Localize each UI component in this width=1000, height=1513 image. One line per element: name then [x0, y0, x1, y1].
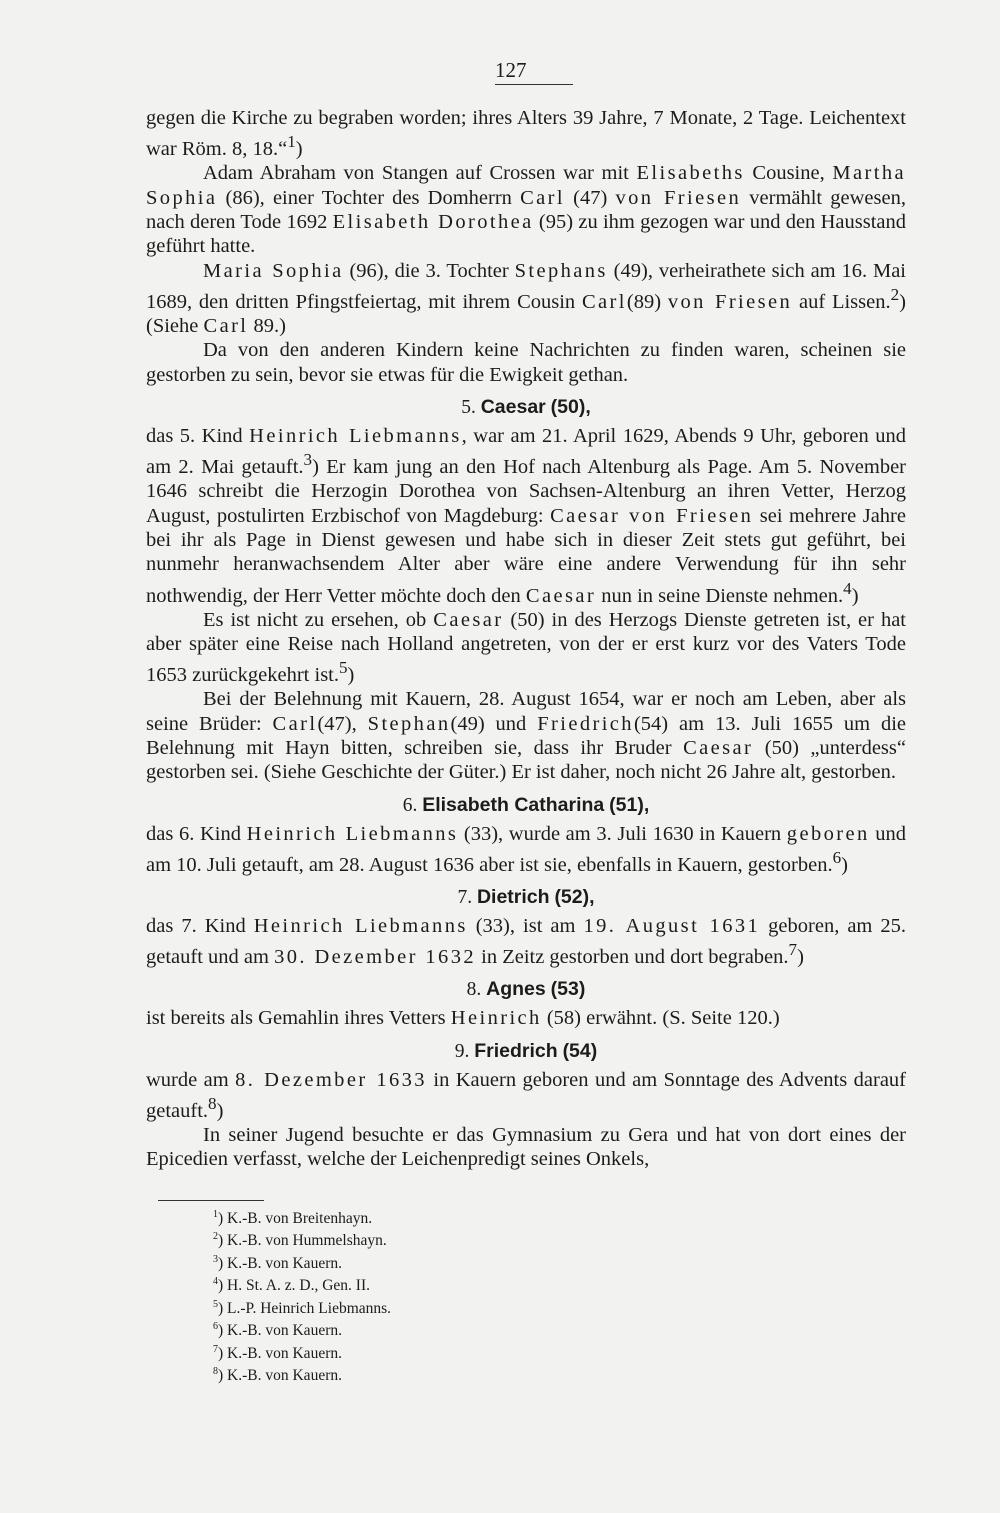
footnote-number: 8 [213, 1366, 218, 1378]
footnote-paren: ) [218, 1210, 228, 1228]
footnote-marker: 5 [339, 658, 348, 678]
section-number: 9. [454, 1040, 470, 1062]
footnote-separator [158, 1200, 264, 1201]
text-segment: nun in seine Dienste nehmen. [596, 584, 844, 607]
footnote-marker: 2 [890, 284, 900, 304]
text-segment: das 5. Kind [146, 424, 250, 447]
paragraph [146, 161, 906, 258]
text-segment: 30. Dezember 1632 [274, 946, 476, 969]
footnote [213, 1341, 613, 1363]
text-segment: Elisabeth Dorothea [332, 211, 534, 234]
footnote-text: L.-P. Heinrich Liebmanns. [227, 1299, 392, 1317]
text-segment: (95) zu ihm gezogen war und den Hausstand geführt hatte. [146, 211, 906, 258]
text-segment: Da von den anderen Kindern keine Nachrichten zu finden waren, scheinen sie gestorben zu sein, bevor sie etwas für die Ewigkeit gethan. [146, 339, 906, 386]
footnote [213, 1251, 613, 1273]
footnote-paren: ) [218, 1344, 228, 1362]
text-segment: (33), wurde am 3. Juli 1630 in Kauern [458, 822, 787, 845]
section-number: 8. [466, 979, 482, 1001]
footnotes [213, 1206, 613, 1386]
text-segment: (50) in des Herzogs Dienste getreten ist, er hat aber später eine Reise nach Holland angetreten, von der er erst kurz vor des Vaters Tode 1653 zurückgekehrt ist. [146, 608, 906, 687]
text-segment: Elisabeths [636, 162, 745, 185]
footnote [213, 1296, 613, 1318]
text-segment: ) [797, 946, 804, 969]
text-segment: das 7. Kind [146, 914, 254, 937]
text-segment: (49) und [450, 712, 538, 735]
section-ref: (52), [554, 885, 595, 908]
section-name: Agnes [486, 978, 546, 1001]
footnote-number: 2 [213, 1231, 218, 1243]
text-segment: (47) [564, 186, 616, 209]
section-number: 7. [457, 886, 473, 908]
section-name: Dietrich [476, 885, 550, 908]
text-segment: Maria Sophia [203, 259, 344, 282]
footnote-text: K.-B. von Hummelshayn. [227, 1232, 387, 1250]
footnote-paren: ) [218, 1277, 228, 1295]
text-segment: 8. Dezember 1633 [235, 1068, 427, 1091]
text-segment: ) [347, 664, 355, 687]
paragraph [146, 687, 906, 784]
paragraph [146, 822, 906, 877]
text-segment: (96), die 3. Tochter [343, 259, 515, 282]
text-segment: gegen die Kirche zu begraben worden; ihres Alters 39 Jahre, 7 Monate, 2 Tage. Leichentext war Röm. 8, 18.“ [146, 107, 906, 161]
footnote-paren: ) [218, 1255, 228, 1273]
text-segment: Carl [203, 315, 249, 338]
text-segment: , war am 21. April 1629, Abends 9 Uhr, geboren und am 2. Mai getauft. [146, 424, 906, 479]
footnote-number: 7 [213, 1343, 218, 1355]
footnote [213, 1318, 613, 1340]
text-segment: in Kauern geboren und am Sonntage des Advents darauf getauft. [146, 1068, 907, 1122]
text-segment: (89) [626, 290, 668, 313]
footnote-number: 5 [213, 1298, 218, 1310]
text-segment: In seiner Jugend besuchte er das Gymnasium zu Gera und hat von dort eines der Epicedien verfasst, welche der Leichenpredigt seines Onkels, [146, 1124, 906, 1171]
text-segment: ) [841, 853, 848, 876]
text-segment: von Friesen [615, 186, 742, 209]
text-segment: (86), einer Tochter des Domherrn [217, 186, 521, 209]
footnote-text: K.-B. von Kauern. [227, 1255, 342, 1273]
text-segment: (33), ist am [467, 914, 584, 937]
text-segment: Adam Abraham von Stangen auf Crossen war mit [203, 162, 637, 185]
text-segment: 19. August 1631 [583, 914, 761, 937]
section-number: 6. [402, 794, 418, 816]
footnote-marker: 4 [843, 578, 852, 598]
footnote-marker: 3 [303, 450, 313, 470]
text-segment: Carl [581, 290, 627, 313]
text-segment: Caesar [525, 584, 597, 607]
text-segment: Stephans [514, 259, 608, 282]
section-ref: (51), [609, 793, 650, 816]
footnote-text: K.-B. von Kauern. [227, 1367, 342, 1385]
paragraph [146, 914, 906, 969]
text-segment: Caesar von Friesen [550, 504, 754, 527]
footnote [213, 1206, 613, 1228]
text-segment: (50) „unterdess“ gestorben sei. (Siehe Geschichte der Güter.) Er ist daher, noch nicht 26 Jahre alt, gestorben. [146, 736, 906, 784]
text-segment: Bei der Belehnung mit Kauern, 28. August 1654, war er noch am Leben, aber als seine Brüder: [146, 688, 906, 735]
text-segment: Martha Sophia [146, 162, 906, 209]
text-segment: 89.) [248, 315, 286, 338]
text-segment: (54) am 13. Juli 1655 um die Belehnung mit Hayn bitten, schreiben sie, dass ihr Bruder [146, 712, 907, 759]
text-segment: Heinrich Liebmanns [253, 914, 468, 937]
text-segment: Stephan [367, 712, 451, 735]
text-segment: Friedrich [537, 712, 634, 735]
text-segment: vermählt gewesen, nach deren Tode 1692 [146, 186, 906, 234]
section-ref: (50), [550, 395, 591, 418]
footnote-marker: 6 [832, 847, 842, 867]
text-segment: auf Lissen. [792, 290, 891, 313]
footnote-paren: ) [218, 1322, 228, 1340]
footnote-marker: 1 [287, 132, 296, 152]
footnote-number: 6 [213, 1321, 218, 1333]
paragraph [146, 1123, 906, 1172]
text-segment: Caesar [433, 608, 504, 631]
main-text [146, 106, 906, 1172]
footnote-number: 3 [213, 1253, 218, 1265]
section-heading [146, 885, 906, 910]
text-segment: Heinrich Liebmanns [246, 822, 459, 845]
footnote-text: K.-B. von Kauern. [227, 1322, 342, 1340]
section-heading [146, 1039, 906, 1064]
footnote-text: K.-B. von Kauern. [227, 1344, 342, 1362]
text-segment: das 6. Kind [146, 822, 247, 845]
footnote-paren: ) [218, 1232, 228, 1250]
section-name: Caesar [480, 395, 546, 418]
text-segment: Heinrich [450, 1007, 542, 1030]
text-segment: geboren [786, 822, 870, 845]
footnote-text: H. St. A. z. D., Gen. II. [227, 1277, 370, 1295]
paragraph [146, 608, 906, 688]
footnote-paren: ) [218, 1299, 228, 1317]
section-name: Friedrich [474, 1039, 558, 1062]
section-ref: (54) [562, 1039, 598, 1062]
paragraph [146, 259, 906, 339]
section-heading [146, 793, 906, 818]
page-number: 127 [495, 58, 527, 82]
footnote [213, 1273, 613, 1295]
paragraph [146, 424, 906, 608]
text-segment: Carl [520, 186, 565, 209]
section-heading [146, 395, 906, 420]
footnote [213, 1228, 613, 1250]
footnote-marker: 7 [788, 940, 798, 960]
page-number-rule [495, 84, 573, 85]
footnote-number: 1 [213, 1209, 218, 1220]
footnote-text: K.-B. von Breitenhayn. [227, 1210, 373, 1228]
paragraph [146, 338, 906, 387]
text-segment: ) [295, 138, 303, 161]
text-segment: ) [851, 584, 859, 607]
footnote-paren: ) [218, 1367, 228, 1385]
text-segment: Es ist nicht zu ersehen, ob [203, 608, 434, 631]
text-segment: ) Er kam jung an den Hof nach Altenburg als Page. Am 5. November 1646 schreibt die Herzogin Dorothea von Sachsen-Altenburg an ihren Vetter, Herzog August, postulirten Erzbischof von Magdeburg: [146, 456, 907, 527]
text-segment: von Friesen [667, 290, 793, 313]
text-segment: geboren, am 25. getauft und am [146, 914, 906, 969]
text-segment: und am 10. Juli getauft, am 28. August 1636 aber ist sie, ebenfalls in Kauern, gestorben. [146, 822, 907, 876]
text-segment: (49), verheirathete sich am 16. Mai 1689, den dritten Pfingstfeiertag, mit ihrem Cousin [146, 259, 907, 313]
paragraph [146, 1068, 906, 1123]
text-segment: ist bereits als Gemahlin ihres Vetters [146, 1007, 451, 1030]
section-ref: (53) [550, 978, 586, 1001]
text-segment: sei mehrere Jahre bei ihr als Page in Dienst gewesen und habe sich in dieser Zeit stets gut geführt, bei nunmehr heranwachsendem Alter aber wäre eine andere Verwendung für ihn sehr nothwendig, der Herr Vetter möchte doch den [146, 504, 906, 607]
section-name: Elisabeth Catharina [422, 793, 605, 816]
footnote-marker: 8 [208, 1094, 217, 1113]
section-number: 5. [461, 396, 476, 418]
section-heading [146, 977, 906, 1002]
text-segment: wurde am [146, 1068, 236, 1091]
text-segment: Caesar [683, 736, 754, 759]
text-segment: ) (Siehe [146, 290, 906, 338]
text-segment: (58) erwähnt. (S. Seite 120.) [541, 1007, 780, 1030]
text-segment: in Zeitz gestorben und dort begraben. [476, 946, 789, 969]
text-segment: ) [216, 1099, 224, 1122]
text-segment: Carl [272, 712, 318, 735]
footnote [213, 1363, 613, 1385]
paragraph [146, 106, 906, 161]
paragraph [146, 1006, 906, 1030]
text-segment: Heinrich Liebmanns [249, 424, 462, 447]
footnote-number: 4 [213, 1276, 218, 1288]
text-segment: (47), [317, 712, 368, 735]
text-segment: Cousine, [744, 162, 833, 185]
